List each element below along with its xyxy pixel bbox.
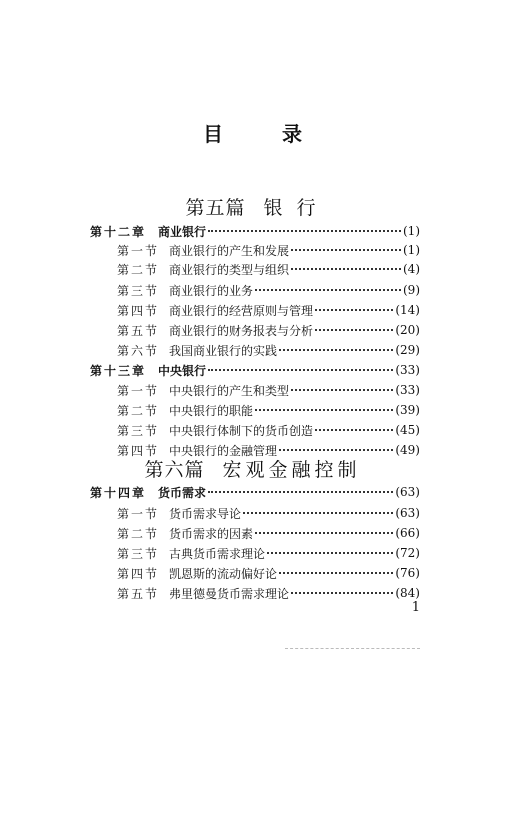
leader-dots <box>267 552 393 554</box>
part-heading-5 <box>0 193 505 220</box>
chapter-title: 商业银行 <box>158 224 207 239</box>
page-reference: (4) <box>403 262 420 276</box>
part-label: 第五篇 <box>185 197 246 219</box>
section-number: 第四节 <box>117 303 160 318</box>
toc-section-row <box>117 259 420 279</box>
leader-dots <box>291 389 393 391</box>
section-title: 货币需求导论 <box>169 506 242 521</box>
toc-section-row <box>117 563 420 583</box>
page-reference: (20) <box>395 323 420 337</box>
page-reference: (39) <box>395 403 420 417</box>
part-name: 宏观金融控制 <box>222 459 361 481</box>
page-reference: (84) <box>395 586 420 600</box>
chapter-number: 第十四章 <box>90 485 147 500</box>
page-number: 1 <box>411 600 420 615</box>
section-title: 中央银行的产生和类型 <box>169 383 290 398</box>
leader-dots <box>291 249 401 251</box>
page-reference: (45) <box>395 423 420 437</box>
leader-dots <box>279 572 393 574</box>
chapter-number: 第十三章 <box>90 363 147 378</box>
page-reference: (66) <box>395 526 420 540</box>
section-title: 中央银行体制下的货币创造 <box>169 423 314 438</box>
leader-dots <box>208 369 393 371</box>
section-title: 我国商业银行的实践 <box>169 343 278 358</box>
page-title: 目 录 <box>203 122 328 146</box>
section-title: 商业银行的业务 <box>169 283 254 298</box>
toc-section-row <box>117 240 420 260</box>
section-number: 第三节 <box>117 283 160 298</box>
section-number: 第六节 <box>117 343 160 358</box>
page-reference: (14) <box>395 303 420 317</box>
page-reference: (33) <box>395 363 420 377</box>
page-reference: (29) <box>395 343 420 357</box>
toc-section-row <box>117 420 420 440</box>
toc-section-row <box>117 320 420 340</box>
toc-chapter-row <box>90 482 420 502</box>
leader-dots <box>255 532 393 534</box>
part-name: 银 行 <box>263 197 320 219</box>
leader-dots <box>315 329 393 331</box>
page-reference: (1) <box>403 224 420 238</box>
toc-section-row <box>117 340 420 360</box>
scan-artifact-line <box>285 648 420 649</box>
leader-dots <box>255 409 393 411</box>
section-title: 商业银行的财务报表与分析 <box>169 323 314 338</box>
section-number: 第一节 <box>117 243 160 258</box>
section-title: 弗里德曼货币需求理论 <box>169 586 290 601</box>
section-number: 第三节 <box>117 423 160 438</box>
section-title: 中央银行的金融管理 <box>169 443 278 458</box>
leader-dots <box>243 512 393 514</box>
section-number: 第五节 <box>117 586 160 601</box>
section-number: 第三节 <box>117 546 160 561</box>
section-title: 商业银行的产生和发展 <box>169 243 290 258</box>
leader-dots <box>208 230 401 232</box>
section-number: 第一节 <box>117 383 160 398</box>
page-reference: (63) <box>395 485 420 499</box>
toc-section-row <box>117 543 420 563</box>
leader-dots <box>291 268 401 270</box>
section-title: 货币需求的因素 <box>169 526 254 541</box>
page-reference: (72) <box>395 546 420 560</box>
leader-dots <box>279 449 393 451</box>
section-number: 第一节 <box>117 506 160 521</box>
section-title: 古典货币需求理论 <box>169 546 266 561</box>
toc-chapter-row <box>90 221 420 241</box>
page-reference: (1) <box>403 243 420 257</box>
toc-section-row <box>117 280 420 300</box>
toc-section-row <box>117 523 420 543</box>
section-number: 第二节 <box>117 262 160 277</box>
toc-chapter-row <box>90 360 420 380</box>
section-title: 商业银行的类型与组织 <box>169 262 290 277</box>
section-number: 第四节 <box>117 443 160 458</box>
section-number: 第二节 <box>117 526 160 541</box>
toc-section-row <box>117 440 420 460</box>
toc-section-row <box>117 400 420 420</box>
toc-section-row <box>117 380 420 400</box>
page-reference: (63) <box>395 506 420 520</box>
page-reference: (76) <box>395 566 420 580</box>
section-number: 第二节 <box>117 403 160 418</box>
section-number: 第四节 <box>117 566 160 581</box>
leader-dots <box>291 592 393 594</box>
section-number: 第五节 <box>117 323 160 338</box>
leader-dots <box>315 429 393 431</box>
leader-dots <box>279 349 393 351</box>
chapter-title: 货币需求 <box>158 485 207 500</box>
leader-dots <box>255 289 401 291</box>
toc-section-row <box>117 300 420 320</box>
leader-dots <box>208 491 393 493</box>
part-label: 第六篇 <box>144 459 205 481</box>
page-reference: (33) <box>395 383 420 397</box>
page-reference: (9) <box>403 283 420 297</box>
chapter-title: 中央银行 <box>158 363 207 378</box>
section-title: 商业银行的经营原则与管理 <box>169 303 314 318</box>
page-reference: (49) <box>395 443 420 457</box>
chapter-number: 第十二章 <box>90 224 147 239</box>
section-title: 凯恩斯的流动偏好论 <box>169 566 278 581</box>
leader-dots <box>315 309 393 311</box>
toc-section-row <box>117 503 420 523</box>
section-title: 中央银行的职能 <box>169 403 254 418</box>
